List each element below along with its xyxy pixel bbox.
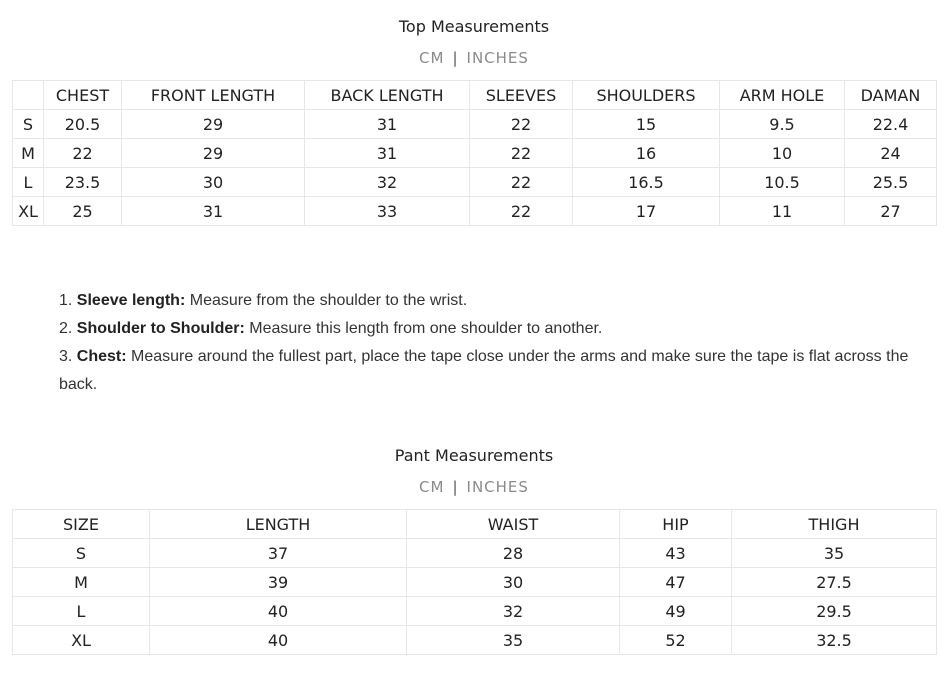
table-cell: 31 — [122, 197, 305, 226]
table-cell: 22 — [470, 110, 573, 139]
table-cell: 32 — [407, 597, 620, 626]
note-term: Shoulder to Shoulder: — [76, 320, 245, 337]
table-row — [13, 168, 937, 197]
table-cell: 30 — [122, 168, 305, 197]
pant-unit-switch — [0, 478, 948, 496]
table-cell: 29.5 — [732, 597, 937, 626]
note-number: 3. — [59, 348, 73, 365]
table-row — [13, 539, 937, 568]
table-cell: 35 — [732, 539, 937, 568]
table-cell: 22 — [44, 139, 122, 168]
size-cell: M — [13, 139, 44, 168]
table-cell: 10 — [720, 139, 845, 168]
table-cell: 40 — [150, 597, 407, 626]
table-header-cell: DAMAN — [845, 81, 937, 110]
note-number: 2. — [59, 320, 73, 337]
table-cell: 43 — [620, 539, 732, 568]
table-cell: 24 — [845, 139, 937, 168]
table-cell: 22 — [470, 168, 573, 197]
table-cell: 22.4 — [845, 110, 937, 139]
size-cell: S — [13, 110, 44, 139]
table-header-cell: HIP — [620, 510, 732, 539]
table-cell: 35 — [407, 626, 620, 655]
table-cell: 25.5 — [845, 168, 937, 197]
table-header-row — [13, 81, 937, 110]
size-cell: S — [13, 539, 150, 568]
table-cell: 32 — [305, 168, 470, 197]
pant-measurements-title: Pant Measurements — [394, 446, 554, 465]
table-cell: 39 — [150, 568, 407, 597]
table-header-cell: WAIST — [407, 510, 620, 539]
table-header-cell — [13, 81, 44, 110]
top-measurements-title: Top Measurements — [398, 17, 550, 36]
table-header-cell: SIZE — [13, 510, 150, 539]
table-cell: 31 — [305, 110, 470, 139]
table-cell: 47 — [620, 568, 732, 597]
table-cell: 40 — [150, 626, 407, 655]
note-item-shoulder — [59, 315, 931, 343]
note-item-sleeve-length — [59, 287, 931, 315]
table-cell: 28 — [407, 539, 620, 568]
table-row — [13, 110, 937, 139]
table-header-cell: LENGTH — [150, 510, 407, 539]
table-header-cell: FRONT LENGTH — [122, 81, 305, 110]
table-cell: 29 — [122, 110, 305, 139]
table-header-cell: SHOULDERS — [573, 81, 720, 110]
table-row — [13, 139, 937, 168]
table-row — [13, 626, 937, 655]
table-row — [13, 197, 937, 226]
top-size-table — [12, 80, 937, 226]
table-cell: 22 — [470, 139, 573, 168]
top-unit-separator: | — [452, 49, 459, 67]
table-header-cell: THIGH — [732, 510, 937, 539]
table-cell: 9.5 — [720, 110, 845, 139]
table-header-cell: CHEST — [44, 81, 122, 110]
table-cell: 52 — [620, 626, 732, 655]
note-text: Measure this length from one shoulder to another. — [249, 320, 603, 337]
note-text: Measure around the fullest part, place the tape close under the arms and make sure the tape is flat across the back. — [59, 348, 909, 393]
table-cell: 27.5 — [732, 568, 937, 597]
table-cell: 49 — [620, 597, 732, 626]
top-unit-inches[interactable]: INCHES — [466, 49, 529, 67]
table-cell: 25 — [44, 197, 122, 226]
note-term: Sleeve length: — [76, 292, 186, 309]
table-cell: 10.5 — [720, 168, 845, 197]
table-header-cell: SLEEVES — [470, 81, 573, 110]
table-row — [13, 568, 937, 597]
table-cell: 30 — [407, 568, 620, 597]
pant-unit-separator: | — [452, 478, 459, 496]
measurement-notes — [59, 287, 931, 399]
pant-unit-inches[interactable]: INCHES — [466, 478, 529, 496]
table-cell: 32.5 — [732, 626, 937, 655]
table-cell: 31 — [305, 139, 470, 168]
size-cell: M — [13, 568, 150, 597]
table-header-row — [13, 510, 937, 539]
table-cell: 29 — [122, 139, 305, 168]
note-item-chest — [59, 343, 931, 399]
pant-unit-cm[interactable]: CM — [419, 478, 445, 496]
note-text: Measure from the shoulder to the wrist. — [189, 292, 468, 309]
size-cell: L — [13, 168, 44, 197]
table-cell: 16.5 — [573, 168, 720, 197]
top-unit-switch — [0, 49, 948, 67]
size-cell: XL — [13, 197, 44, 226]
table-cell: 23.5 — [44, 168, 122, 197]
pant-size-table — [12, 509, 937, 655]
table-cell: 22 — [470, 197, 573, 226]
table-cell: 11 — [720, 197, 845, 226]
table-cell: 27 — [845, 197, 937, 226]
table-cell: 20.5 — [44, 110, 122, 139]
table-cell: 15 — [573, 110, 720, 139]
table-cell: 37 — [150, 539, 407, 568]
table-header-cell: BACK LENGTH — [305, 81, 470, 110]
table-header-cell: ARM HOLE — [720, 81, 845, 110]
size-cell: XL — [13, 626, 150, 655]
note-term: Chest: — [76, 348, 127, 365]
table-cell: 33 — [305, 197, 470, 226]
note-number: 1. — [59, 292, 73, 309]
table-cell: 17 — [573, 197, 720, 226]
table-row — [13, 597, 937, 626]
table-cell: 16 — [573, 139, 720, 168]
top-unit-cm[interactable]: CM — [419, 49, 445, 67]
size-cell: L — [13, 597, 150, 626]
